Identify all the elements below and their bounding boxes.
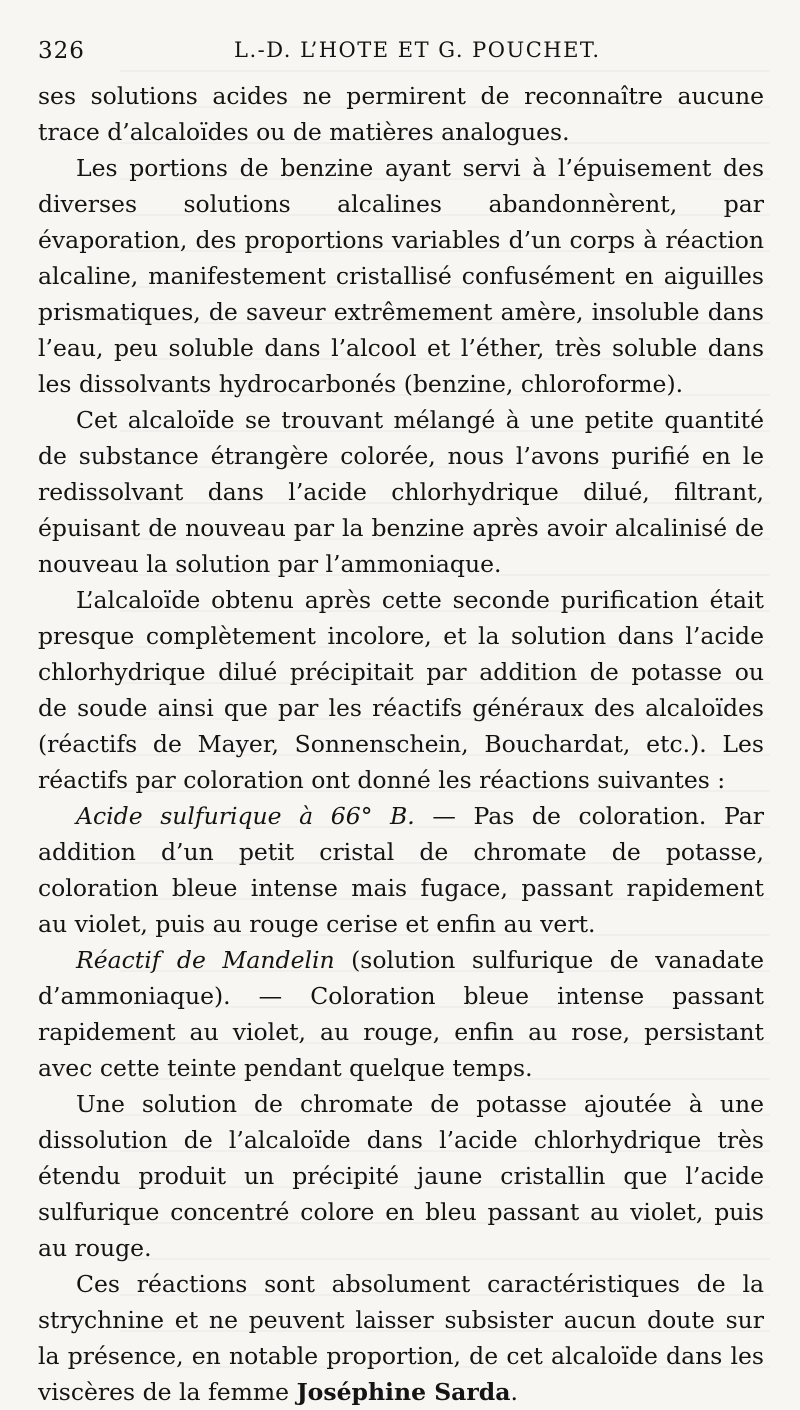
running-title: L.-D. L’HOTE ET G. POUCHET. — [234, 38, 601, 62]
paragraph-tail: . — [510, 1378, 518, 1406]
paragraph-text: (solution sulfurique de vanadate d’ammoniaque). — Coloration bleue intense passant rapidement au violet, au rouge, enfin au rose, persistant avec cette teinte pendant quelque temps. — [38, 946, 764, 1082]
paragraph-text: L’alcaloïde obtenu après cette seconde purification était presque complètement incolore, et la solution dans l’acide chlorhydrique dilué précipitait par addition de potasse ou de soude ainsi que par les réactifs généraux des alcaloïdes (réactifs de Mayer, Sonnenschein, Bouchardat, etc.). Les réactifs par coloration ont donné les réactions suivantes : — [38, 586, 764, 794]
paragraph-text: Cet alcaloïde se trouvant mélangé à une petite quantité de substance étrangère colorée, nous l’avons purifié en le redissolvant dans l’acide chlorhydrique dilué, filtrant, épuisant de nouveau par la benzine après avoir alcalinisé de nouveau la solution par l’ammoniaque. — [38, 406, 764, 578]
paragraph-benzine-evaporation — [38, 150, 764, 402]
person-name: Joséphine Sarda — [296, 1378, 511, 1406]
paragraph-text: Ces réactions sont absolument caractéristiques de la strychnine et ne peuvent laisser subsister aucun doute sur la présence, en notable proportion, de cet alcaloïde dans les viscères de la femme — [38, 1270, 764, 1406]
paragraph-text: — Pas de coloration. Par addition d’un petit cristal de chromate de potasse, coloration bleue intense mais fugace, passant rapidement au violet, puis au rouge cerise et enfin au vert. — [38, 802, 764, 938]
paragraph-mandelin-test — [38, 942, 764, 1086]
paragraph-conclusion — [38, 1266, 764, 1410]
paragraph-text: ses solutions acides ne permirent de reconnaître aucune trace d’alcaloïdes ou de matières analogues. — [38, 82, 764, 146]
paragraph-text: Les portions de benzine ayant servi à l’épuisement des diverses solutions alcalines abandonnèrent, par évaporation, des proportions variables d’un corps à réaction alcaline, manifestement cristallisé confusément en aiguilles prismatiques, de saveur extrêmement amère, insoluble dans l’eau, peu soluble dans l’alcool et l’éther, très soluble dans les dissolvants hydrocarbonés (benzine, chloroforme). — [38, 154, 764, 398]
paragraph-chromate-test — [38, 1086, 764, 1266]
paragraph-continuation — [38, 78, 764, 150]
paragraph-purification — [38, 402, 764, 582]
body-text — [38, 78, 764, 1410]
page-number: 326 — [38, 38, 85, 64]
running-header — [38, 38, 764, 78]
paragraph-text: Une solution de chromate de potasse ajoutée à une dissolution de l’alcaloïde dans l’acide chlorhydrique très étendu produit un précipité jaune cristallin que l’acide sulfurique concentré colore en bleu passant au violet, puis au rouge. — [38, 1090, 764, 1262]
paragraph-sulfuric-acid-test — [38, 798, 764, 942]
test-heading: Réactif de Mandelin — [76, 946, 335, 974]
test-heading: Acide sulfurique à 66° B. — [76, 802, 415, 830]
paragraph-second-purification — [38, 582, 764, 798]
